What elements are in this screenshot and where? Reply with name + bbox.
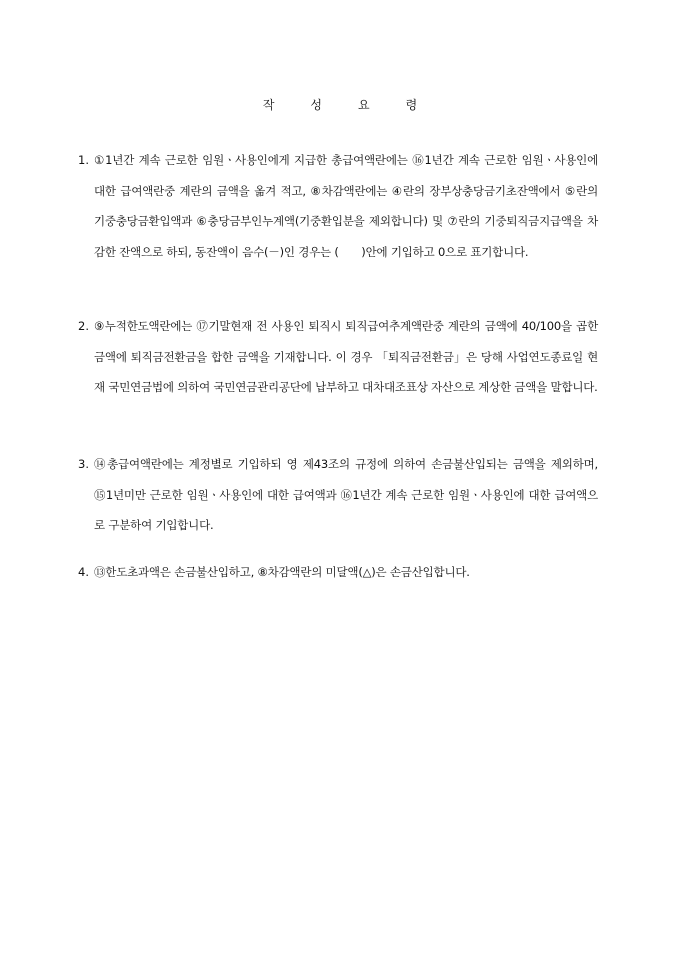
item-text: ⑬한도초과액은 손금불산입하고, ⑧차감액란의 미달액(△)은 손금산입합니다. <box>94 565 470 579</box>
item-text: ⑭총급여액란에는 계정별로 기입하되 영 제43조의 규정에 의하여 손금불산입되는 금액을 제외하며, ⑮1년미만 근로한 임원ㆍ사용인에 대한 급여액과 ⑯1년간 계속 근로한 임원ㆍ사용인에 대한 급여액으로 구분하여 기입합니다. <box>94 457 598 532</box>
instruction-item-2 <box>78 311 598 403</box>
document-title <box>0 96 680 113</box>
item-text: ①1년간 계속 근로한 임원ㆍ사용인에게 지급한 총급여액란에는 ⑯1년간 계속 근로한 임원ㆍ사용인에 대한 급여액란중 계란의 금액을 옮겨 적고, ⑧차감액란에는 ④란의 장부상충당금기초잔액에서 ⑤란의 기중충당금환입액과 ⑥충당금부인누계액(기중환입분을 제외합니다) 및 ⑦란의 기중퇴직금지급액을 차감한 잔액으로 하되, 동잔액이 음수(－)인 경우는 ( )안에 기입하고 0으로 표기합니다. <box>94 153 598 259</box>
item-number: 1. <box>78 153 89 167</box>
item-number: 4. <box>78 565 89 579</box>
instruction-item-1 <box>78 145 598 267</box>
item-number: 3. <box>78 457 89 471</box>
instruction-item-4 <box>78 557 598 588</box>
title-char: 요 <box>358 98 370 112</box>
item-text: ⑨누적한도액란에는 ⑰기말현재 전 사용인 퇴직시 퇴직급여추계액란중 계란의 금액에 40/100을 곱한 금액에 퇴직금전환금을 합한 금액을 기재합니다. 이 경우 「퇴직금전환금」은 당해 사업연도종료일 현재 국민연금법에 의하여 국민연금관리공단에 납부하고 대차대조표상 자산으로 계상한 금액을 말합니다. <box>94 319 598 394</box>
title-char: 령 <box>405 98 418 112</box>
title-char: 성 <box>310 98 322 112</box>
item-number: 2. <box>78 319 89 333</box>
instruction-item-3 <box>78 449 598 541</box>
title-char: 작 <box>262 98 275 112</box>
